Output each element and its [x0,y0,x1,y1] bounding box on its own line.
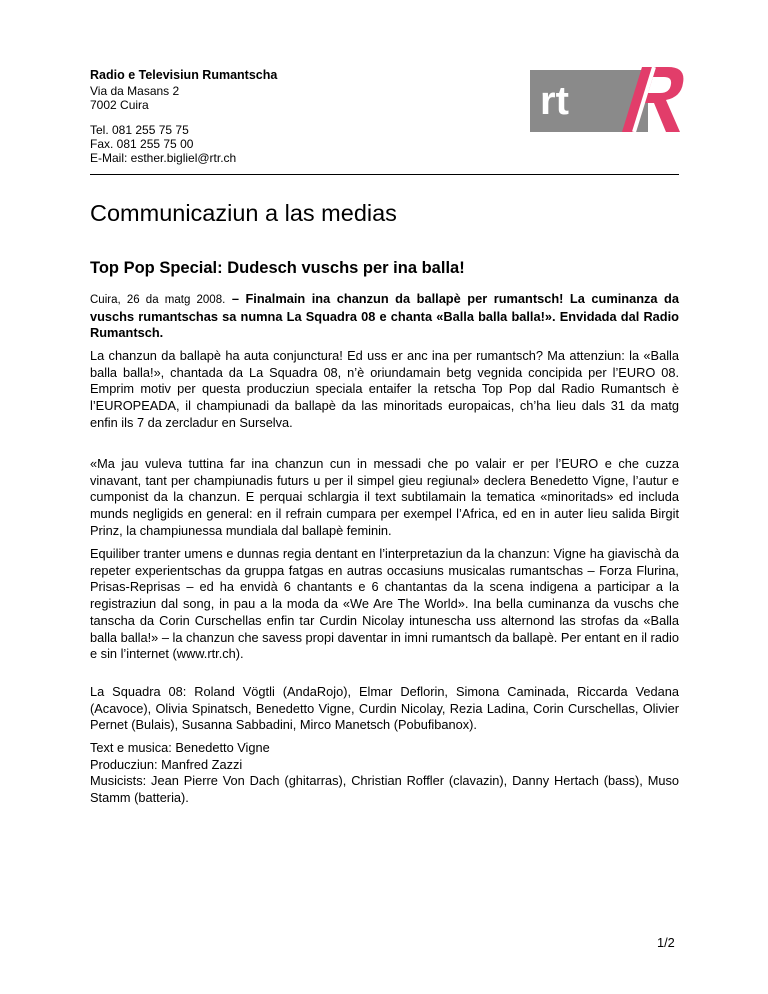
lead-paragraph [90,291,679,342]
fax-number: Fax. 081 255 75 00 [90,137,194,151]
address-street: Via da Masans 2 [90,84,180,98]
body-paragraph-2: «Ma jau vuleva tuttina far ina chanzun cun in messadi che po valair er per l’EURO e che cuzza vinavant, tant per champiunadis futurs u per il simpel gieu regiunal» declera Benedetto Vigne, l’autur e cumponist da la chanzun. E perquai schlargia il text subtilamain la tematica «minoritads» ed includa munds negligids en general: en il refrain cumpara per exempel l’Africa, ed en in auter lieu salida Birgit Prinz, la champiunessa mundiala dal ballapè feminin. [90,456,679,538]
phone-number: Tel. 081 255 75 75 [90,123,189,137]
page-number: 1/2 [657,935,675,950]
header-divider [90,174,679,175]
credits [90,740,679,807]
page-title: Communicaziun a las medias [90,200,397,226]
body-paragraph-1: La chanzun da ballapè ha auta conjunctura! Ed uss er anc ina per rumantsch? Ma attenziun: la «Balla balla balla!», chantada da La Squadra 08, n’è oriundamain betg vegnida concipida per l’EURO 08. Emprim motiv per questa producziun speciala entaifer la retscha Top Pop dal Radio Rumantsch è l’EUROPEADA, il champiunadi da ballapè da las minoritads europaicas, ch’ha lieu dals 31 da matg enfin ils 7 da zercladur en Surselva. [90,348,679,430]
dateline: Cuira, 26 da matg 2008. [90,294,226,306]
press-release-page [90,0,679,994]
credit-text-music: Text e musica: Benedetto Vigne [90,740,270,755]
organization-name: Radio e Televisiun Rumantscha [90,68,278,82]
credit-production: Producziun: Manfred Zazzi [90,756,243,772]
lead-text: – Finalmain ina chanzun da ballapè per rumantsch! La cuminanza da vuschs rumantschas sa numna La Squadra 08 e chanta «Balla balla balla!». Envidada dal Radio Rumantsch. [90,291,679,341]
rtr-logo [530,67,685,132]
squad-members-paragraph: La Squadra 08: Roland Vögtli (AndaRojo), Elmar Deflorin, Simona Caminada, Riccarda Vedana (Acavoce), Olivia Spinatsch, Benedetto Vigne, Curdin Nicolay, Rezia Ladina, Corin Curschellas, Olivier Pernet (Bulais), Susanna Sabbadini, Mirco Manetsch (Pobufibanox). [90,684,679,733]
credit-musicians: Musicists: Jean Pierre Von Dach (ghitarras), Christian Roffler (clavazin), Danny Hertach (bass), Muso Stamm (batteria). [90,773,679,806]
address-city: 7002 Cuira [90,98,149,112]
body-paragraph-3: Equiliber tranter umens e dunnas regia dentant en l’interpretaziun da la chanzun: Vigne ha giavischà da repeter experientschas da gruppa fatgas en autras occasiuns musicalas rumantschas – Forza Flurina, Prisas-Reprisas – ed ha envidà 6 chantants e 6 chantantas da la scena indigena a participar a la registraziun dal song, in pau a la moda da «We Are The World». Ina bella cuminanza da vuschs che tanscha da Corin Curschellas enfin tar Curdin Nicolay intunescha uss alternond las strofas da «Balla balla balla!» – la chanzun che savess propi daventar in imni rumantsch da ballapè. Per entant en il radio e sin l’internet (www.rtr.ch). [90,546,680,662]
email-address: E-Mail: esther.bigliel@rtr.ch [90,151,237,165]
letterhead [90,64,679,174]
svg-text:rt: rt [540,79,569,123]
headline: Top Pop Special: Dudesch vuschs per ina balla! [90,259,465,277]
